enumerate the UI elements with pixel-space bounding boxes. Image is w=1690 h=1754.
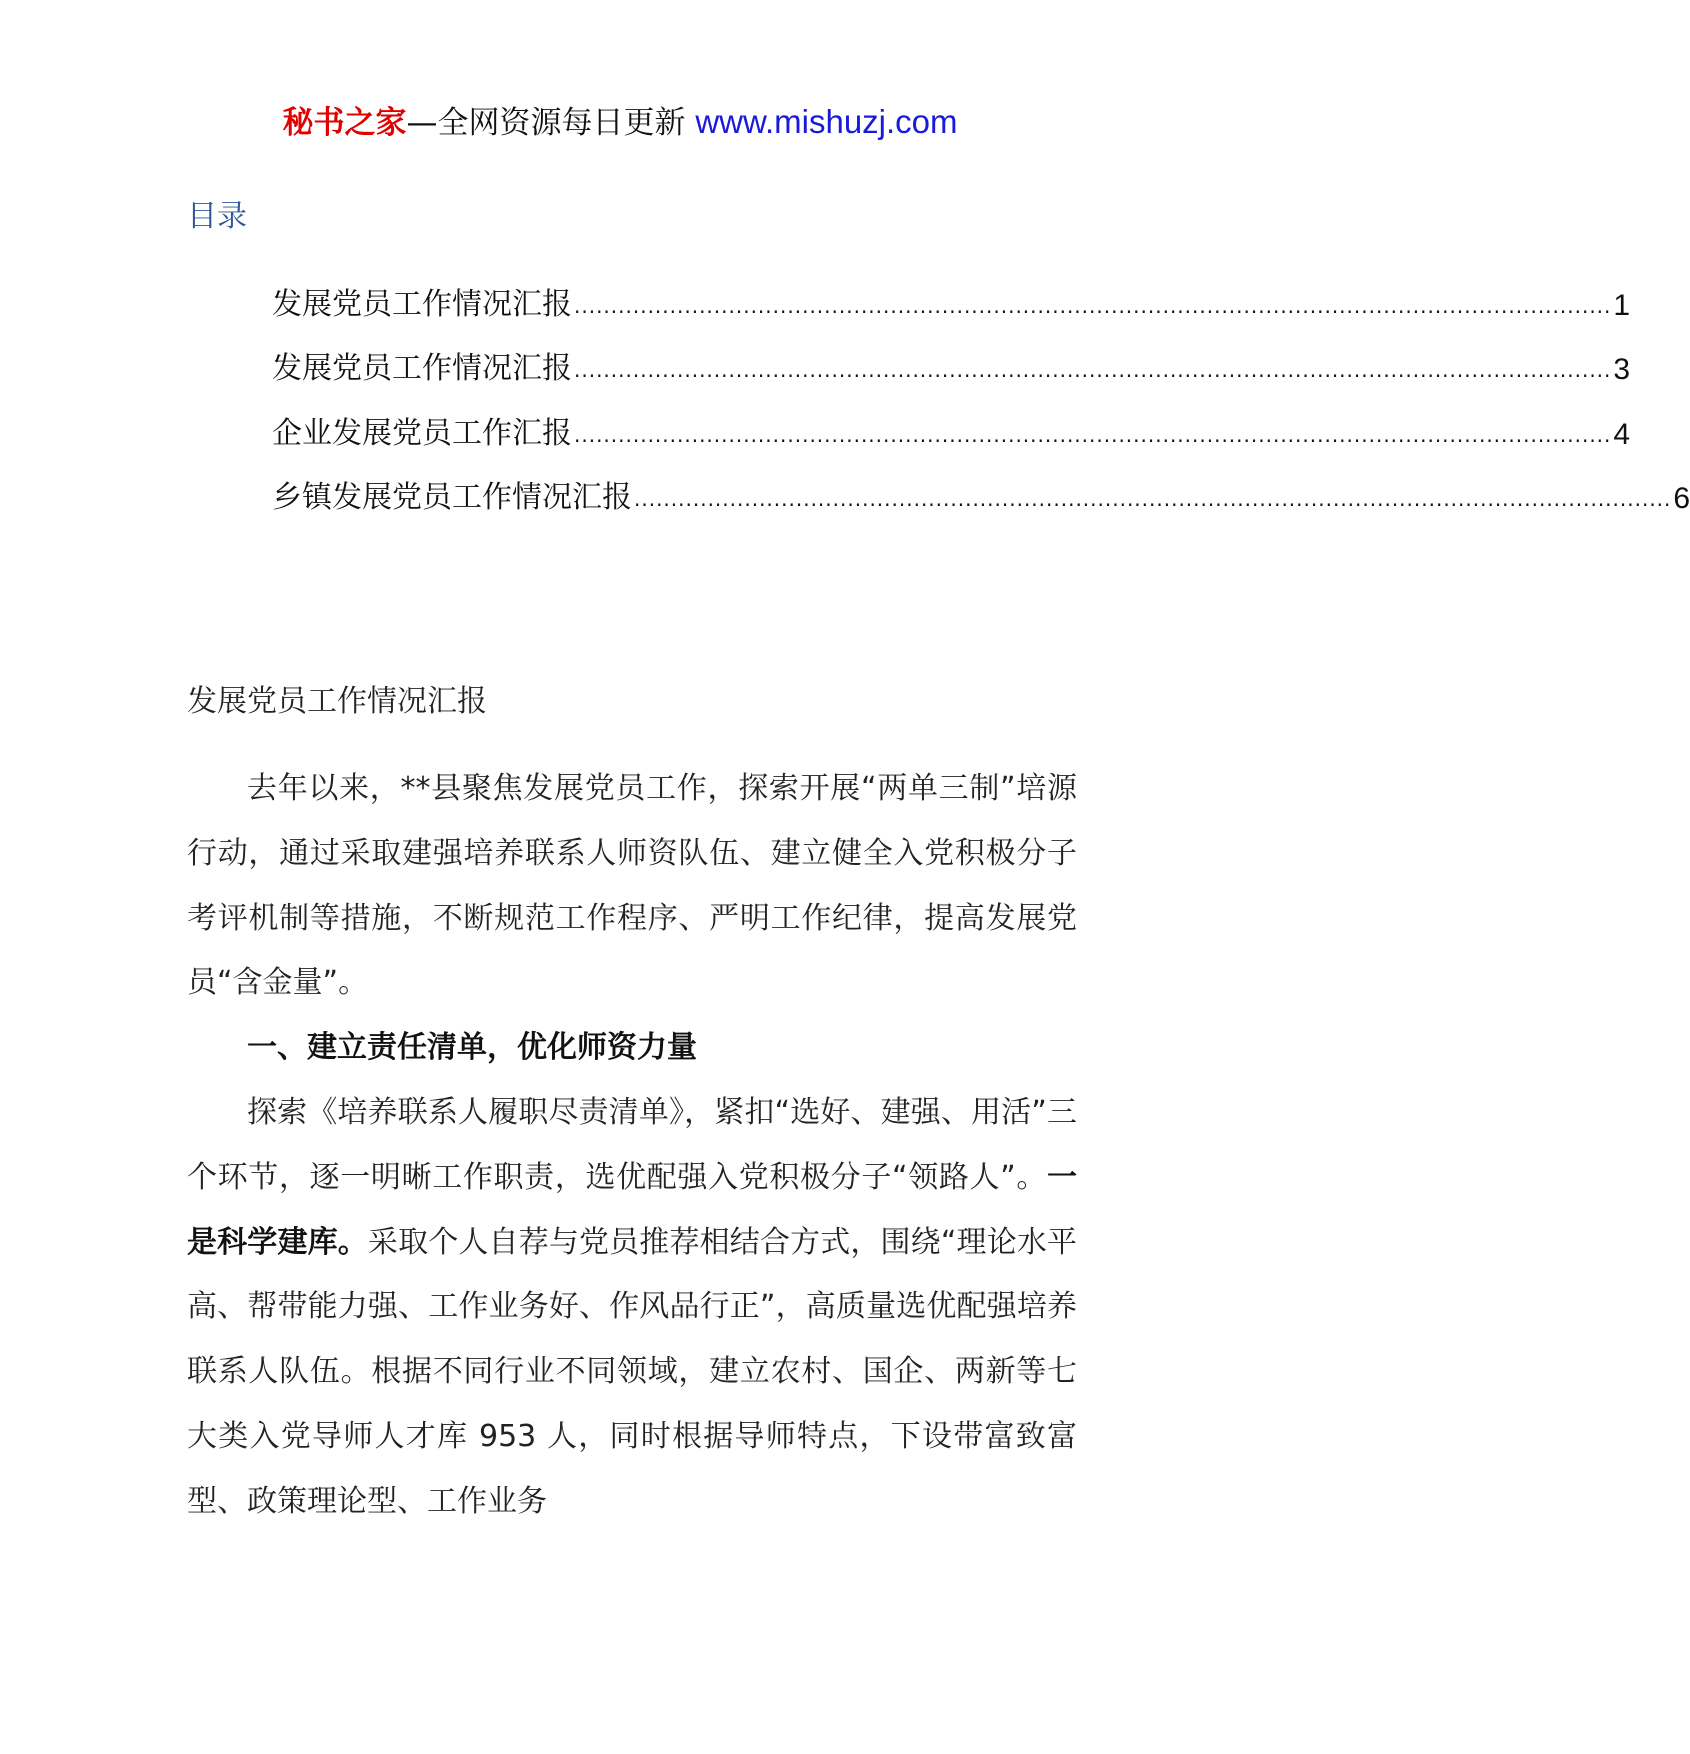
toc-entry-page: 3	[1613, 353, 1631, 386]
toc-entry[interactable]	[272, 258, 1631, 323]
document-title: 发展党员工作情况汇报	[187, 684, 487, 719]
toc-dot-leader: .............................................................................................................................................	[574, 422, 1612, 447]
toc-dot-leader: .............................................................................................................................................	[574, 293, 1612, 318]
toc-entry-page: 6	[1673, 482, 1690, 515]
paragraph-text: 采取个人自荐与党员推荐相结合方式，围绕“理论水平高、帮带能力强、工作业务好、作风品行正”，高质量选优配强培养联系人队伍。根据不同行业不同领域，建立农村、国企、两新等七大类入党导师人才库 953 人，同时根据导师特点，下设带富致富型、政策理论型、工作业务	[187, 1224, 1077, 1519]
toc-entry-label: 发展党员工作情况汇报	[272, 351, 572, 386]
toc-entry[interactable]	[272, 387, 1631, 452]
table-of-contents	[272, 258, 1690, 516]
toc-entry-page: 1	[1613, 288, 1631, 322]
paragraph-text: 探索《培养联系人履职尽责清单》，紧扣“选好、建强、用活”三个环节，逐一明晰工作职责，选优配强入党积极分子“领路人”。	[187, 1094, 1077, 1195]
toc-entry-label: 企业发展党员工作汇报	[272, 415, 572, 451]
header-tagline: —全网资源每日更新	[406, 105, 686, 141]
toc-entry-label: 乡镇发展党员工作情况汇报	[272, 480, 632, 515]
bold-lead-text: 一是科学建库。	[187, 1159, 1077, 1260]
toc-entry-page: 4	[1613, 417, 1631, 451]
section-heading: 一、建立责任清单，优化师资力量	[247, 1030, 697, 1066]
toc-dot-leader: .............................................................................................................................................	[634, 487, 1672, 511]
toc-entry[interactable]	[272, 452, 1690, 517]
site-url-link[interactable]: www.mishuzj.com	[695, 103, 958, 140]
toc-title: 目录	[187, 199, 247, 234]
toc-entry-label: 发展党员工作情况汇报	[272, 286, 572, 322]
toc-entry[interactable]	[272, 323, 1631, 388]
document-body	[187, 757, 1077, 1535]
section-paragraph	[187, 1081, 1077, 1535]
toc-dot-leader: .............................................................................................................................................	[574, 358, 1612, 382]
site-header	[0, 100, 1240, 145]
brand-name: 秘书之家	[282, 105, 407, 141]
intro-paragraph: 去年以来，**县聚焦发展党员工作，探索开展“两单三制”培源行动，通过采取建强培养联系人师资队伍、建立健全入党积极分子考评机制等措施，不断规范工作程序、严明工作纪律，提高发展党员“含金量”。	[187, 771, 1077, 1001]
